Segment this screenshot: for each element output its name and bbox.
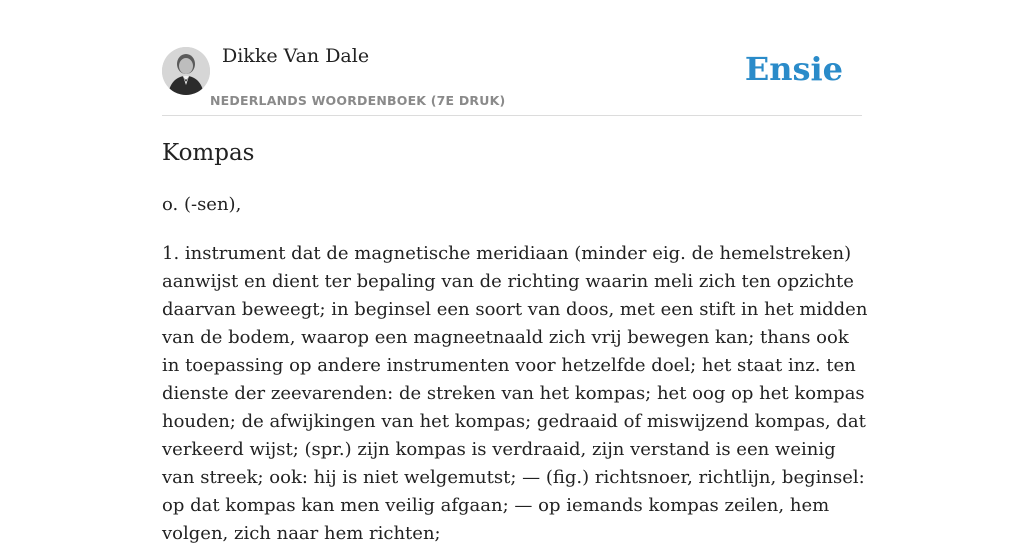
author-portrait-icon[interactable]	[162, 47, 210, 95]
source-header	[162, 0, 862, 116]
source-subtitle: NEDERLANDS WOORDENBOEK (7E DRUK)	[210, 93, 506, 108]
entry-headword: Kompas	[162, 140, 255, 166]
entry-definition: 1. instrument dat de magnetische meridiaan (minder eig. de hemelstreken) aanwijst en dient ter bepaling van de richting waarin meli zich ten opzichte daarvan beweegt; in beginsel een soort van doos, met een stift in het midden van de bodem, waarop een magneetnaald zich vrij bewegen kan; thans ook in toepassing op andere instrumenten voor hetzelfde doel; het staat inz. ten dienste der zeevarenden: de streken van het kompas; het oog op het kompas houden; de afwijkingen van het kompas; gedraaid of miswijzend kompas, dat verkeerd wijst; (spr.) zijn kompas is verdraaid, zijn verstand is een weinig van streek; ook: hij is niet welgemutst; — (fig.) richtsnoer, richtlijn, beginsel: op dat kompas kan men veilig afgaan; — op iemands kompas zeilen, hem volgen, zich naar hem richten;	[162, 243, 868, 544]
source-name[interactable]: Dikke Van Dale	[222, 45, 370, 67]
ensie-logo-link[interactable]: Ensie	[744, 50, 843, 88]
entry-grammar: o. (-sen),	[162, 194, 242, 215]
entry-page	[162, 0, 868, 544]
